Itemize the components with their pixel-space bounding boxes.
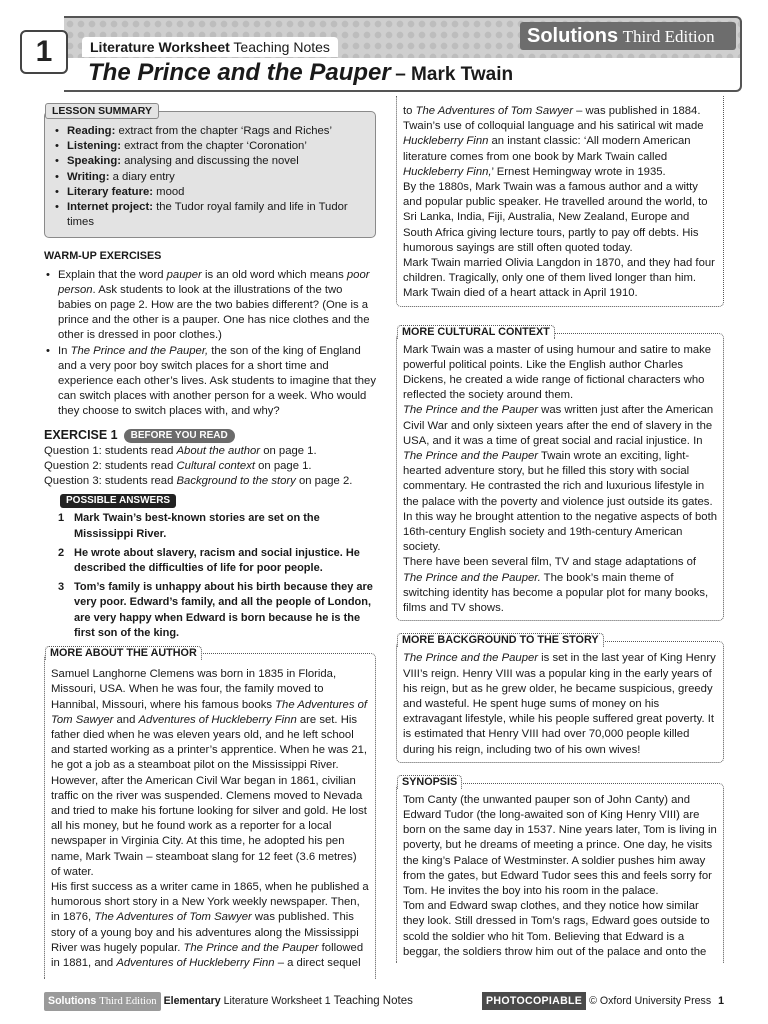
- footer-brand: Solutions Third Edition: [44, 992, 161, 1011]
- answer-item: 2 He wrote about slavery, racism and social injustice. He described the difficulties of life for poor people.: [58, 546, 360, 575]
- exercise-question: Question 3: students read Background to the story on page 2.: [44, 475, 353, 488]
- answer-item: 3 Tom’s family is unhappy about his birth because they are very poor. Edward’s family, and all the people of London, are very happy when Edward is born because he is the first son of the king.: [58, 581, 373, 639]
- before-you-read-badge: BEFORE YOU READ: [124, 429, 235, 443]
- answer-item: 1 Mark Twain’s best-known stories are set on the Mississippi River.: [58, 512, 320, 540]
- brand-logo: [520, 22, 736, 50]
- synopsis-paragraph: Tom Canty (the unwanted pauper son of John Canty) and Edward Tudor (the long-awaited son of King Henry VIII) are born on the same day in 1537. Nine years later, Tom is living in poverty, but he dreams of meeting a prince. One day, he visits the king’s Palace of Westminster. A soldier pushes him away from the gates, but Edward Tudor sees this and feels sorry for Tom. He invites the boy into his room in the palace.: [403, 793, 717, 897]
- worksheet-label-rest: Teaching Notes: [233, 39, 330, 55]
- background-box: [396, 634, 724, 762]
- footer-level: Elementary: [163, 995, 221, 1007]
- worksheet-label-bold: Literature Worksheet: [90, 39, 230, 55]
- page-number: 1: [718, 995, 724, 1007]
- worksheet-label: [82, 37, 338, 57]
- summary-item: • Literary feature: mood: [53, 185, 367, 200]
- synopsis-heading: SYNOPSIS: [397, 775, 462, 789]
- summary-item: • Speaking: analysing and discussing the novel: [53, 154, 367, 169]
- exercise-question: Question 1: students read About the author on page 1.: [44, 444, 317, 457]
- warm-up-heading: WARM-UP EXERCISES: [44, 250, 162, 263]
- synopsis-box: [396, 775, 724, 963]
- summary-item: • Writing: a diary entry: [53, 170, 367, 185]
- footer-notes: Teaching Notes: [333, 995, 413, 1007]
- warm-up-item: • Explain that the word pauper is an old word which means poor person. Ask students to look at the illustrations of the two babies on page 2. How are the two babies different? (One is a prince and the other is a pauper. One has nice clothes and the other is dressed in poor clothes.): [44, 268, 376, 344]
- summary-item: • Reading: extract from the chapter ‘Rags and Riches’: [53, 124, 367, 139]
- page-title: [88, 59, 513, 90]
- summary-item: • Internet project: the Tudor royal family and life in Tudor times: [53, 200, 367, 230]
- summary-item: • Listening: extract from the chapter ‘Coronation’: [53, 139, 367, 154]
- lesson-summary-heading: LESSON SUMMARY: [45, 103, 159, 119]
- warm-up-item: • In The Prince and the Pauper, the son of the king of England and a very poor boy switch places for a short time and experience each other’s lives. Ask students to imagine that they can switch places with another person for a week. Who would they choose to switch places with, and why?: [44, 344, 376, 420]
- background-paragraph: The Prince and the Pauper is set in the last year of King Henry VIII’s reign. Henry VIII was a popular king in the early years of his reign, but as he grew older, he became suspicious, greedy and wasteful. He spent huge sums of money on his extravagant lifestyle, while his people suffered great poverty. It is estimated that Henry VIII had over 70,000 people killed during his reign, including two of his own wives!: [403, 652, 716, 756]
- exercise-heading: EXERCISE 1 BEFORE YOU READ: [44, 428, 376, 443]
- lesson-summary-box: [44, 105, 376, 238]
- unit-number: 1: [20, 30, 68, 74]
- background-heading: MORE BACKGROUND TO THE STORY: [397, 633, 604, 647]
- brand-edition: Third Edition: [622, 27, 715, 46]
- right-column: [396, 96, 724, 963]
- photocopiable-badge: PHOTOCOPIABLE: [482, 992, 586, 1010]
- cultural-paragraph: The Prince and the Pauper was written just after the American Civil War and only sixteen years after the end of slavery in the USA, and it was a time of great social and racial injustice. In The Prince and the Pauper Twain wrote an exciting, light-hearted adventure story, but he filled this story with social commentary. He contrasted the rich and luxurious lifestyle in the palace with the poverty and violence just outside its gates. In this way he brought attention to the negative aspects of both 16th-century English society and 19th-century American society.: [403, 404, 718, 554]
- synopsis-paragraph: Tom and Edward swap clothes, and they notice how similar they look. Still dressed in Tom’s rags, Edward goes outside to scold the soldier who hit Tom. Believing that Edward is a beggar, the soldiers throw him out of the palace and onto the: [403, 900, 710, 958]
- footer-right: [482, 992, 724, 1010]
- author-continued-box: [396, 96, 724, 307]
- author-paragraph: to The Adventures of Tom Sawyer – was published in 1884. Twain’s use of colloquial language and his satirical wit made Huckleberry Finn an instant classic: ‘All modern American literature comes from one book by Mark Twain called Huckleberry Finn,’ Ernest Hemingway wrote in 1935.: [403, 105, 704, 178]
- footer-copyright: © Oxford University Press: [589, 995, 712, 1007]
- book-author: – Mark Twain: [395, 64, 514, 85]
- more-about-author-box: [44, 647, 376, 979]
- author-paragraph: By the 1880s, Mark Twain was a famous author and a witty and popular public speaker. He travelled around the world, to Sri Lanka, India, Fiji, Australia, New Zealand, Europe and South Africa giving lecture tours, partly to pay off debts. His humorous sayings are still often quoted today.: [403, 181, 708, 254]
- cultural-paragraph: There have been several film, TV and stage adaptations of The Prince and the Pauper. The book’s main theme of switching identity has become a popular plot for many books, films and TV shows.: [403, 556, 709, 615]
- author-paragraph: Samuel Langhorne Clemens was born in 1835 in Florida, Missouri, USA. When he was four, the family moved to Hannibal, Missouri, where his famous books The Adventures of Tom Sawyer and Adventures of Huckleberry Finn are set. His father died when he was eleven years old, and he left school and started working as a printer’s apprentice. When he was 21, he got a job as a steamboat pilot on the Mississippi River. However, after the American Civil War began in 1861, civilian traffic on the river was suspended. Clemens moved to Nevada and tried to make his fortune looking for silver and gold. He lost all his money, but he found work as a reporter for a local newspaper in Virginia City. At this time, he adopted his pen name, Mark Twain – steamboat slang for 12 feet (3.6 metres) of water.: [51, 668, 368, 878]
- footer-doc: Literature Worksheet 1: [223, 995, 331, 1007]
- footer: [44, 992, 724, 1010]
- cultural-heading: MORE CULTURAL CONTEXT: [397, 325, 555, 339]
- author-heading: MORE ABOUT THE AUTHOR: [45, 646, 202, 660]
- possible-answers-badge: POSSIBLE ANSWERS: [60, 494, 176, 508]
- cultural-context-box: [396, 325, 724, 622]
- left-column: [44, 102, 376, 979]
- author-paragraph: His first success as a writer came in 1865, when he published a humorous short story in a New York weekly newspaper. Then, in 1876, The Adventures of Tom Sawyer was published. This story of a young boy and his adventures along the Mississippi River was hugely popular. The Prince and the Pauper followed in 1881, and Adventures of Huckleberry Finn – a direct sequel: [51, 880, 369, 969]
- exercise-question: Question 2: students read Cultural context on page 1.: [44, 460, 312, 473]
- brand-solutions: Solutions: [527, 25, 619, 47]
- author-paragraph: Mark Twain married Olivia Langdon in 1870, and they had four children. Tragically, only one of them lived longer than him. Mark Twain died of a heart attack in April 1910.: [403, 257, 715, 300]
- book-title: The Prince and the Pauper: [88, 59, 391, 86]
- cultural-paragraph: Mark Twain was a master of using humour and satire to make powerful political points. Like the English author Charles Dickens, he created a wide range of fictional characters who reflected the society around them.: [403, 343, 712, 402]
